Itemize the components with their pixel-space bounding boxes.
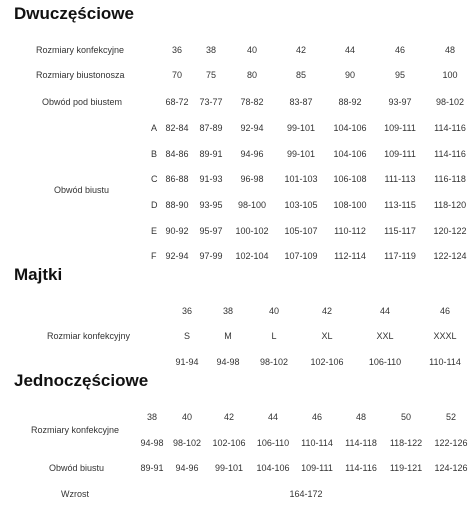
table-cell: 94-96 [240,149,264,159]
table-cell: 120-122 [433,226,467,236]
table-cell: 42 [295,45,307,55]
table-cell: 100 [442,70,458,80]
table-cell: 101-103 [284,174,318,184]
row-label-biustonosza: Rozmiary biustonosza [36,70,125,80]
table-cell: 99-101 [286,123,316,133]
table-cell: 114-116 [434,149,466,159]
table-cell: XXXL [433,331,457,341]
table-cell: 46 [439,306,451,316]
table-cell: 108-100 [333,200,367,210]
table-cell: 111-113 [384,174,416,184]
table-cell: 106-110 [368,357,402,367]
table-cell: 122-126 [434,438,468,448]
table-cell: 48 [444,45,456,55]
row-label-obwod-biustu-one-piece: Obwód biustu [49,463,105,473]
table-cell: 115-117 [384,226,416,236]
table-cell: 38 [146,412,158,422]
table-cell: 40 [268,306,280,316]
cup-letter: F [151,251,157,261]
table-cell: 105-107 [284,226,318,236]
table-cell: 42 [321,306,333,316]
table-cell: 110-114 [429,357,461,367]
table-cell: 98-102 [259,357,289,367]
table-cell: 70 [171,70,183,80]
row-label-konfekcyjne-one-piece: Rozmiary konfekcyjne [31,425,120,435]
table-cell: S [183,331,191,341]
table-cell: 44 [344,45,356,55]
table-cell: M [224,331,232,341]
table-cell: 99-101 [214,463,244,473]
cup-letter: A [151,123,158,133]
table-cell: 46 [394,45,406,55]
table-cell: 88-90 [165,200,189,210]
table-cell: 87-89 [199,123,223,133]
table-cell: 104-106 [333,149,367,159]
table-cell: 40 [181,412,193,422]
table-cell: 91-93 [199,174,223,184]
table-cell: 92-94 [240,123,264,133]
table-cell: 114-118 [345,438,377,448]
table-cell: 104-106 [333,123,367,133]
table-cell: 90 [344,70,356,80]
table-cell: 106-110 [256,438,290,448]
table-cell: 94-98 [140,438,164,448]
table-cell: 50 [400,412,412,422]
row-label-wzrost: Wzrost [61,489,89,499]
table-cell: 44 [379,306,391,316]
table-cell: 113-115 [384,200,416,210]
table-cell: 52 [445,412,457,422]
table-cell: 96-98 [240,174,264,184]
table-cell: 36 [181,306,193,316]
table-cell: 102-106 [310,357,344,367]
table-cell: 114-116 [345,463,377,473]
table-cell: 91-94 [175,357,199,367]
table-cell: 117-119 [384,251,416,261]
table-cell: 36 [171,45,183,55]
table-cell: 78-82 [240,97,264,107]
table-cell: 109-111 [384,123,416,133]
section-title-two-piece: Dwuczęściowe [14,4,134,23]
table-cell: 38 [222,306,234,316]
table-cell: 107-109 [284,251,318,261]
table-cell: 85 [295,70,307,80]
table-cell: 94-98 [216,357,240,367]
table-cell: 95 [394,70,406,80]
table-cell: 40 [246,45,258,55]
table-cell: 109-111 [301,463,333,473]
table-cell: 89-91 [140,463,164,473]
table-cell: 119-121 [389,463,423,473]
row-label-rozmiar-konfekcyjny: Rozmiar konfekcyjny [47,331,131,341]
table-cell: 82-84 [165,123,189,133]
table-cell: 73-77 [199,97,223,107]
table-cell: 38 [205,45,217,55]
table-cell: 109-111 [384,149,416,159]
table-cell: 122-124 [433,251,467,261]
row-label-pod-biustem: Obwód pod biustem [42,97,123,107]
cup-letter: E [151,226,158,236]
table-cell: 116-118 [434,174,466,184]
table-cell: 48 [355,412,367,422]
table-cell: 94-96 [175,463,199,473]
table-cell: 46 [311,412,323,422]
table-cell: 102-106 [212,438,246,448]
table-cell: XXL [376,331,394,341]
table-cell: 84-86 [165,149,189,159]
table-cell: 98-102 [435,97,465,107]
table-cell: 83-87 [289,97,313,107]
table-cell: 98-100 [237,200,267,210]
table-cell: 93-97 [388,97,412,107]
table-cell: 112-114 [334,251,366,261]
table-cell: 106-108 [333,174,367,184]
height-value: 164-172 [289,489,323,499]
cup-letter: C [151,174,158,184]
table-cell: 100-102 [235,226,269,236]
row-label-obwod-biustu: Obwód biustu [54,185,110,195]
table-cell: 118-122 [389,438,423,448]
table-cell: 75 [205,70,217,80]
table-cell: 102-104 [235,251,269,261]
table-cell: 42 [223,412,235,422]
table-cell: 88-92 [338,97,362,107]
row-label-konfekcyjne: Rozmiary konfekcyjne [36,45,125,55]
table-cell: 89-91 [199,149,223,159]
table-cell: 68-72 [165,97,189,107]
table-cell: 97-99 [199,251,223,261]
table-cell: 103-105 [284,200,318,210]
table-cell: 110-112 [334,226,366,236]
table-cell: 99-101 [286,149,316,159]
table-cell: 104-106 [256,463,290,473]
table-cell: 95-97 [199,226,223,236]
table-cell: 80 [246,70,258,80]
section-title-briefs: Majtki [14,265,63,284]
table-cell: 90-92 [165,226,189,236]
table-cell: 110-114 [301,438,333,448]
table-cell: L [271,331,277,341]
table-cell: 44 [267,412,279,422]
table-cell: 92-94 [165,251,189,261]
table-cell: 118-120 [433,200,467,210]
table-cell: 86-88 [165,174,189,184]
table-cell: 98-102 [172,438,202,448]
table-cell: XL [321,331,333,341]
section-title-one-piece: Jednoczęściowe [14,371,149,390]
cup-letter: B [151,149,158,159]
table-cell: 114-116 [434,123,466,133]
cup-letter: D [151,200,158,210]
table-cell: 124-126 [434,463,468,473]
table-cell: 93-95 [199,200,223,210]
